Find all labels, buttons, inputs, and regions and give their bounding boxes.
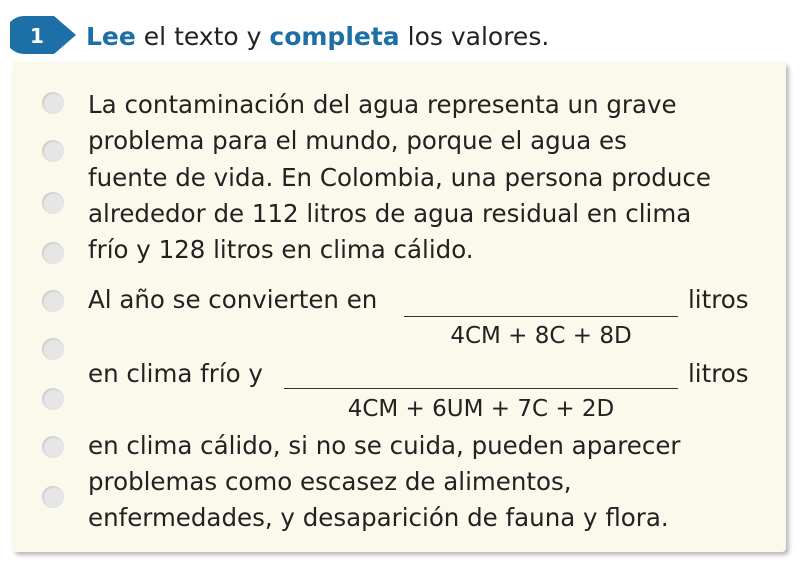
instruction-end: los valores. [399,22,550,51]
text-line-10: enfermedades, y desaparición de fauna y flora. [88,503,669,532]
notebook-hole-icon [42,92,64,114]
notebook-hole-icon [42,290,64,312]
text-line-5: frío y 128 litros en clima cálido. [88,235,474,264]
text-line-4: alrededor de 112 litros de agua residual en clima [88,199,692,228]
instruction-header [10,8,790,58]
text-line-2: problema para el mundo, porque el agua es [88,126,627,155]
formula-cold: 4CM + 8C + 8D [450,323,632,349]
notebook-hole-icon [42,192,64,214]
answer-blank-cold[interactable] [404,316,678,317]
instruction-keyword-completa: completa [269,22,400,51]
text-line-7-prefix: en clima frío y [88,359,263,388]
instruction-middle: el texto y [135,22,270,51]
notebook-hole-icon [42,140,64,162]
text-line-6-prefix: Al año se convierten en [88,285,378,314]
formula-warm: 4CM + 6UM + 7C + 2D [347,396,615,422]
notebook-hole-icon [42,338,64,360]
notebook-hole-icon [42,486,64,508]
notebook-hole-icon [42,436,64,458]
exercise-number-badge [10,14,82,56]
text-line-3: fuente de vida. En Colombia, una persona produce [88,163,711,192]
text-line-1: La contaminación del agua representa un grave [88,90,677,119]
unit-liters-cold: litros [688,285,749,314]
answer-blank-warm[interactable] [284,388,678,389]
notebook-hole-icon [42,242,64,264]
instruction-text [86,20,549,54]
exercise-number: 1 [30,24,44,48]
instruction-keyword-lee: Lee [86,22,136,51]
notebook-hole-icon [42,388,64,410]
text-line-8: en clima cálido, si no se cuida, pueden aparecer [88,431,681,460]
unit-liters-warm: litros [688,359,749,388]
text-line-9: problemas como escasez de alimentos, [88,467,572,496]
text-card [12,62,786,552]
